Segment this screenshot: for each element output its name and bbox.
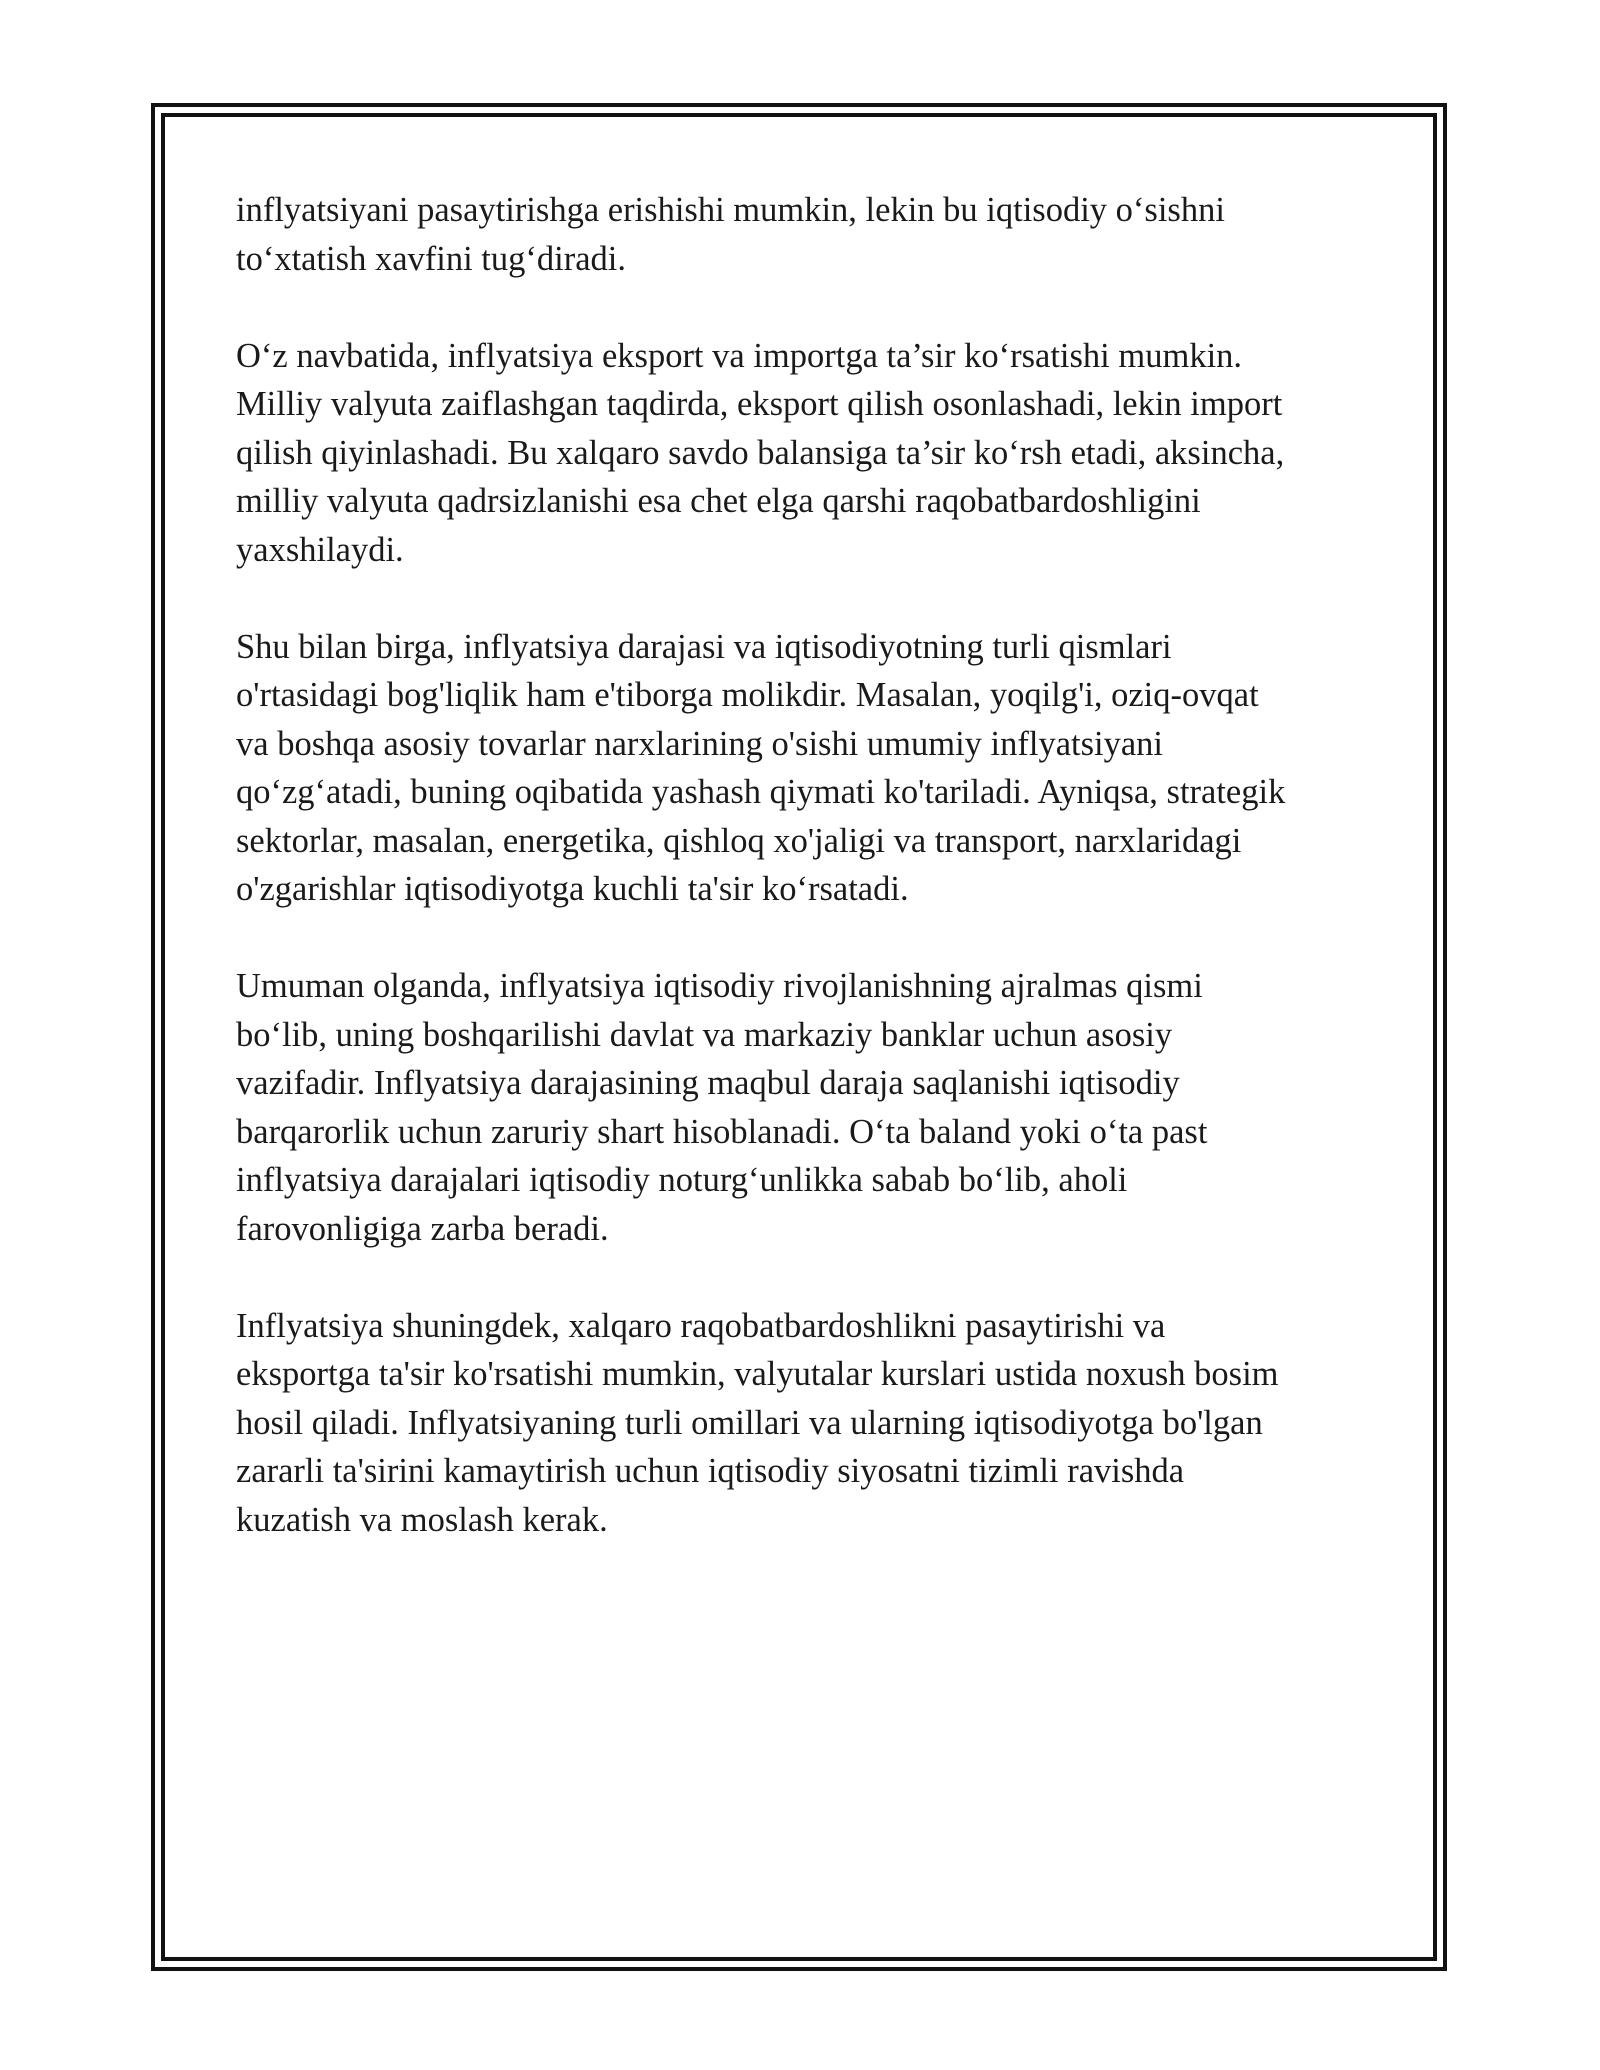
text-line: bo‘lib, uning boshqarilishi davlat va markaziy banklar uchun asosiy xyxy=(236,1015,1173,1054)
text-line: inflyatsiya darajalari iqtisodiy noturg‘unlikka sabab bo‘lib, aholi xyxy=(236,1161,1128,1199)
paragraph-5 xyxy=(236,1302,1376,1545)
text-line: barqarorlik uchun zaruriy shart hisoblanadi. O‘ta baland yoki o‘ta past xyxy=(236,1112,1208,1151)
text-line: Inflyatsiya shuningdek, xalqaro raqobatbardoshlikni pasaytirishi va xyxy=(236,1306,1166,1345)
text-line: o'rtasidagi bog'liqlik ham e'tiborga molikdir. Masalan, yoqilg'i, oziq-ovqat xyxy=(236,676,1259,714)
text-line: o'zgarishlar iqtisodiyotga kuchli ta'sir ko‘rsatadi. xyxy=(236,870,909,908)
text-line: milliy valyuta qadrsizlanishi esa chet elga qarshi raqobatbardoshligini xyxy=(236,482,1201,520)
paragraph-1 xyxy=(236,186,1376,283)
text-line: hosil qiladi. Inflyatsiyaning turli omillari va ularning iqtisodiyotga bo'lgan xyxy=(236,1403,1263,1442)
text-line: sektorlar, masalan, energetika, qishloq xo'jaligi va transport, narxlaridagi xyxy=(236,821,1242,860)
text-line: farovonligiga zarba beradi. xyxy=(236,1209,609,1248)
text-line: va boshqa asosiy tovarlar narxlarining o'sishi umumiy inflyatsiyani xyxy=(236,724,1164,763)
text-line: qilish qiyinlashadi. Bu xalqaro savdo balansiga ta’sir ko‘rsh etadi, aksincha, xyxy=(236,433,1285,472)
paragraph-2 xyxy=(236,332,1376,575)
text-line: yaxshilaydi. xyxy=(236,530,404,569)
text-line: O‘z navbatida, inflyatsiya eksport va importga ta’sir ko‘rsatishi mumkin. xyxy=(236,336,1243,375)
text-line: vazifadir. Inflyatsiya darajasining maqbul daraja saqlanishi iqtisodiy xyxy=(236,1064,1180,1102)
text-line: Umuman olganda, inflyatsiya iqtisodiy rivojlanishning ajralmas qismi xyxy=(236,967,1203,1005)
text-line: Shu bilan birga, inflyatsiya darajasi va iqtisodiyotning turli qismlari xyxy=(236,627,1172,666)
text-line: zararli ta'sirini kamaytirish uchun iqtisodiy siyosatni tizimli ravishda xyxy=(236,1452,1185,1490)
text-line: to‘xtatish xavfini tug‘diradi. xyxy=(236,239,626,278)
document-body xyxy=(236,186,1376,1593)
paragraph-3 xyxy=(236,623,1376,914)
text-line: eksportga ta'sir ko'rsatishi mumkin, valyutalar kurslari ustida noxush bosim xyxy=(236,1355,1279,1393)
paragraph-4 xyxy=(236,962,1376,1253)
text-line: kuzatish va moslash kerak. xyxy=(236,1500,608,1539)
text-line: qo‘zg‘atadi, buning oqibatida yashash qiymati ko'tariladi. Ayniqsa, strategik xyxy=(236,773,1286,811)
text-line: Milliy valyuta zaiflashgan taqdirda, eksport qilish osonlashadi, lekin import xyxy=(236,385,1283,423)
text-line: inflyatsiyani pasaytirishga erishishi mumkin, lekin bu iqtisodiy o‘sishni xyxy=(236,191,1225,229)
